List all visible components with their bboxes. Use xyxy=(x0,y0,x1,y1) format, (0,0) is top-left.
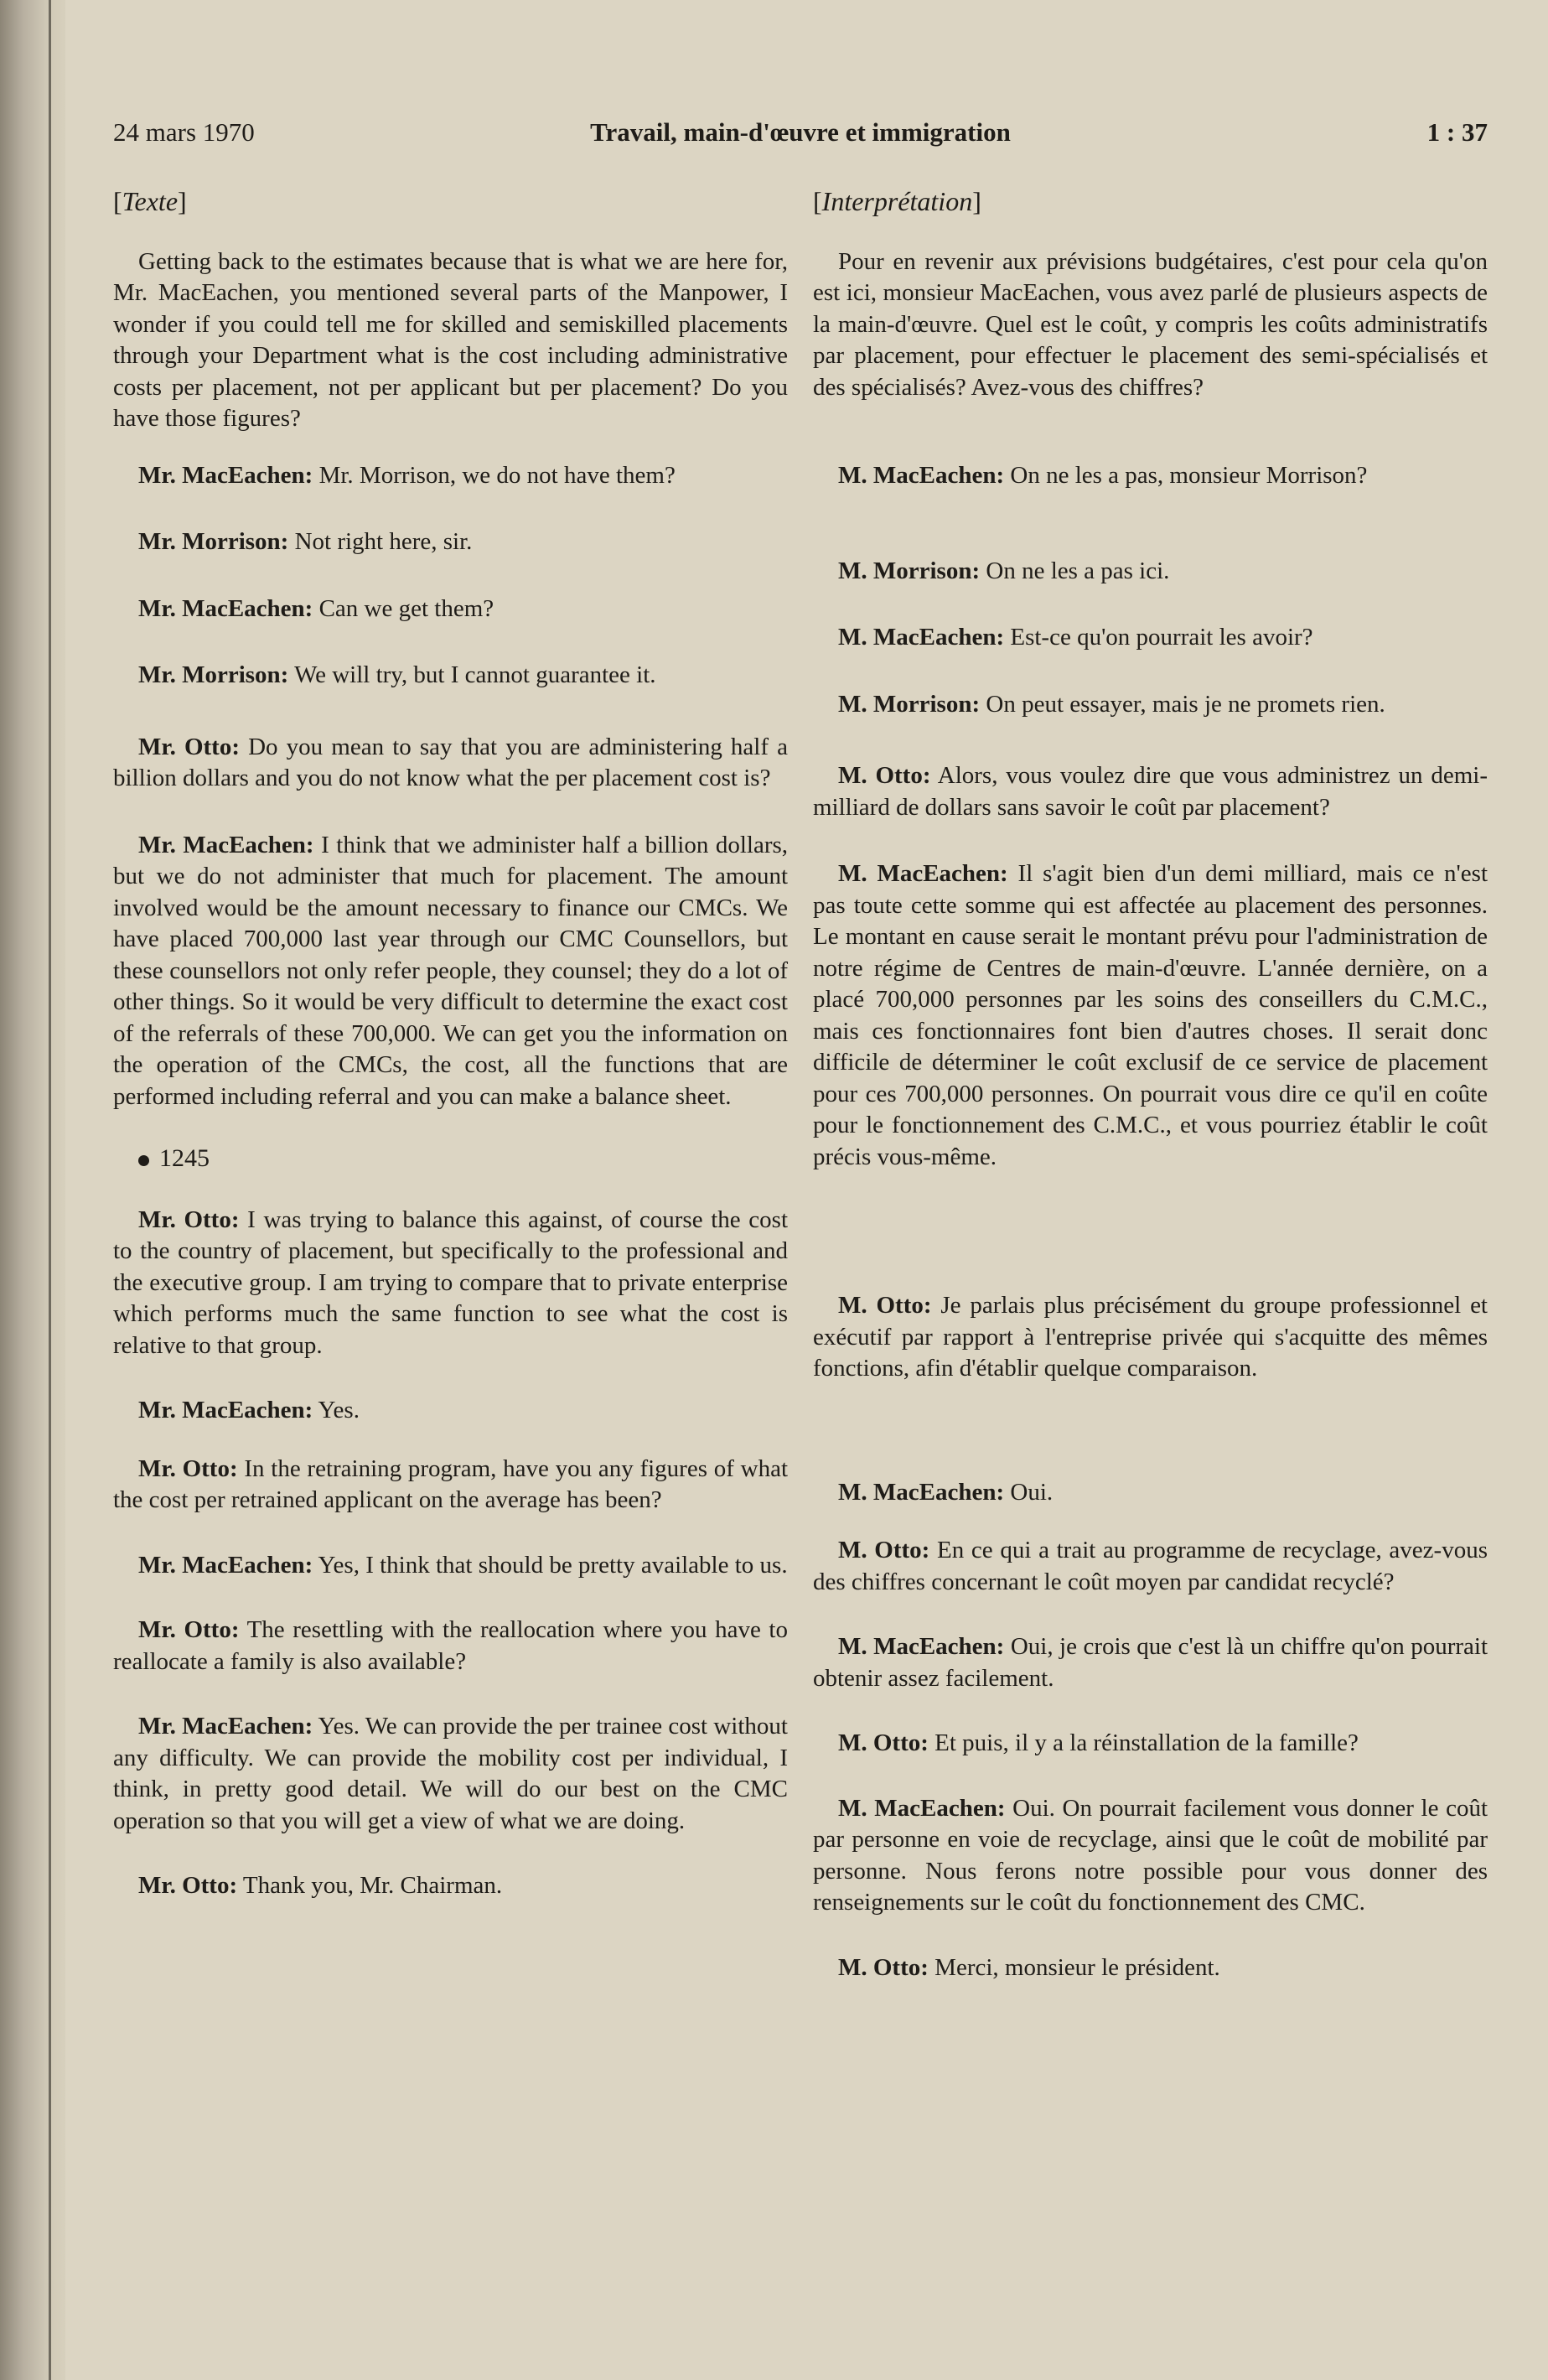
speaker-name: M. MacEachen: xyxy=(838,462,1005,489)
english-paragraph: Mr. Morrison: We will try, but I cannot guarantee it. xyxy=(138,661,656,688)
time-marker: 1245 xyxy=(113,1143,788,1174)
french-paragraph: M. MacEachen: Oui, je crois que c'est là un chiffre qu'on pourrait obtenir assez facilement. xyxy=(813,1633,1488,1692)
header-title: Travail, main-d'œuvre et immigration xyxy=(590,117,1011,147)
speaker-name: Mr. Otto: xyxy=(138,1872,238,1899)
french-paragraph: M. MacEachen: Est-ce qu'on pourrait les avoir? xyxy=(838,624,1313,651)
french-paragraph: M. Otto: Merci, monsieur le président. xyxy=(838,1953,1220,1981)
speaker-name: M. MacEachen: xyxy=(838,1478,1005,1506)
english-paragraph: Mr. Otto: I was trying to balance this against, of course the cost to the country of placement, but specifically to the professional and the executive group. I am trying to compare that to private enterprise which performs much the same function to see what the cost is relative to that group. xyxy=(113,1206,788,1359)
english-paragraph: Mr. Otto: Do you mean to say that you are administering half a billion dollars and you do not know what the per placement cost is? xyxy=(113,733,789,791)
speaker-name: Mr. MacEachen: xyxy=(138,1551,313,1579)
speaker-name: M. MacEachen: xyxy=(838,860,1008,887)
french-paragraph: M. Otto: Je parlais plus précisément du groupe professionnel et exécutif par rapport à l'entreprise privée qui s'acquitte des mêmes fonctions, afin d'établir quelque comparaison. xyxy=(813,1292,1488,1382)
speaker-name: M. Otto: xyxy=(838,1292,932,1319)
speaker-name: M. MacEachen: xyxy=(838,1633,1005,1660)
french-paragraph: M. Otto: Et puis, il y a la réinstallation de la famille? xyxy=(838,1729,1359,1756)
english-paragraph: Mr. MacEachen: Mr. Morrison, we do not have them? xyxy=(138,461,676,489)
english-paragraph: Mr. Morrison: Not right here, sir. xyxy=(138,528,473,555)
header-date: 24 mars 1970 xyxy=(113,117,255,147)
speaker-name: M. MacEachen: xyxy=(838,624,1005,651)
french-paragraph: M. Morrison: On peut essayer, mais je ne promets rien. xyxy=(838,690,1385,718)
speaker-name: Mr. Otto: xyxy=(138,733,240,760)
bullet-dot-icon xyxy=(138,1155,149,1166)
french-paragraph: M. MacEachen: Oui. On pourrait facilement vous donner le coût par personne en voie de recyclage, ainsi que le coût de mobilité par personne. Nous ferons notre possible pour vous donner des renseignements sur le coût du fonctionnement des CMC. xyxy=(813,1794,1488,1916)
speaker-name: M. Otto: xyxy=(838,1953,929,1981)
speaker-name: M. Morrison: xyxy=(838,690,981,718)
french-paragraph: M. Otto: En ce qui a trait au programme de recyclage, avez-vous des chiffres concernant le coût moyen par candidat recyclé? xyxy=(813,1537,1488,1595)
english-paragraph: Mr. Otto: In the retraining program, have you any figures of what the cost per retrained applicant on the average has been? xyxy=(113,1454,789,1513)
header-page-number: 1 : 37 xyxy=(1426,117,1488,147)
speaker-name: M. Otto: xyxy=(838,1729,929,1756)
french-paragraph: M. MacEachen: Il s'agit bien d'un demi milliard, mais ce n'est pas toute cette somme qui est affectée au placement des personnes. Le montant en cause serait le montant prévu pour l'administration de notre régime de Centres de main-d'œuvre. L'année dernière, on a placé 700,000 personnes par les soins des conseillers du C.M.C., mais ces fonctionnaires font bien d'autres choses. Il serait donc difficile de déterminer le coût exclusif de ce service de placement pour ces 700,000 personnes. On pourrait vous dire ce qu'il en coûte pour le fonctionnement des C.M.C., et vous pourriez établir le coût précis vous-même. xyxy=(813,860,1488,1170)
english-paragraph: Mr. Otto: The resettling with the reallocation where you have to reallocate a family is also available? xyxy=(113,1616,788,1675)
speaker-name: Mr. Otto: xyxy=(138,1206,240,1233)
book-binding-shadow xyxy=(0,0,65,2380)
speaker-name: Mr. MacEachen: xyxy=(138,1397,313,1423)
english-paragraph: Mr. MacEachen: Yes, I think that should be pretty available to us. xyxy=(138,1551,788,1579)
speaker-name: Mr. MacEachen: xyxy=(138,461,313,489)
english-paragraph: Mr. MacEachen: Yes. xyxy=(138,1397,360,1423)
english-paragraph: Getting back to the estimates because that is what we are here for, Mr. MacEachen, you mentioned several parts of the Manpower, I wonder if you could tell me for skilled and semiskilled placements through your Department what is the cost including administrative costs per placement, not per applicant but per placement? Do you have those figures? xyxy=(113,247,788,432)
english-paragraph: Mr. Otto: Thank you, Mr. Chairman. xyxy=(138,1872,503,1899)
speaker-name: Mr. Morrison: xyxy=(138,528,289,555)
speaker-name: Mr. MacEachen: xyxy=(138,1713,313,1740)
speaker-name: M. MacEachen: xyxy=(838,1794,1006,1822)
running-header xyxy=(113,117,1488,154)
french-paragraph: M. MacEachen: Oui. xyxy=(838,1478,1054,1506)
speaker-name: M. Otto: xyxy=(838,762,931,789)
french-section-tag: [Interprétation] xyxy=(813,186,981,216)
english-column xyxy=(113,186,788,1902)
speaker-name: M. Morrison: xyxy=(838,557,981,584)
english-paragraph: Mr. MacEachen: Can we get them? xyxy=(138,594,494,622)
speaker-name: Mr. Morrison: xyxy=(138,661,289,688)
french-paragraph: M. Morrison: On ne les a pas ici. xyxy=(838,557,1170,584)
french-paragraph: M. Otto: Alors, vous voulez dire que vous administrez un demi-milliard de dollars sans savoir le coût par placement? xyxy=(813,762,1488,821)
french-column xyxy=(813,186,1488,1983)
speaker-name: M. Otto: xyxy=(838,1537,930,1563)
speaker-name: Mr. MacEachen: xyxy=(138,831,314,858)
book-spine-edge xyxy=(49,0,51,2380)
english-section-tag: [Texte] xyxy=(113,186,187,216)
french-paragraph: M. MacEachen: On ne les a pas, monsieur Morrison? xyxy=(838,462,1368,489)
speaker-name: Mr. Otto: xyxy=(138,1454,238,1482)
speaker-name: Mr. MacEachen: xyxy=(138,594,313,622)
french-paragraph: Pour en revenir aux prévisions budgétaires, c'est pour cela qu'on est ici, monsieur MacEachen, vous avez parlé de plusieurs aspects de la main-d'œuvre. Quel est le coût, y compris les coûts administratifs par placement, pour effectuer le placement des semi-spécialisés et des spécialisés? Avez-vous des chiffres? xyxy=(813,247,1488,401)
speaker-name: Mr. Otto: xyxy=(138,1616,240,1643)
english-paragraph: Mr. MacEachen: I think that we administer half a billion dollars, but we do not administer that much for placement. The amount involved would be the amount necessary to finance our CMCs. We have placed 700,000 last year through our CMC Counsellors, but these counsellors not only refer people, they counsel; they do a lot of other things. So it would be very difficult to determine the exact cost of the referrals of these 700,000. We can get you the information on the operation of the CMCs, the cost, all the functions that are performed including referral and you can make a balance sheet. xyxy=(113,831,789,1110)
english-paragraph: Mr. MacEachen: Yes. We can provide the per trainee cost without any difficulty. We can provide the mobility cost per individual, I think, in pretty good detail. We will do our best on the CMC operation so that you will get a view of what we are doing. xyxy=(113,1713,788,1834)
